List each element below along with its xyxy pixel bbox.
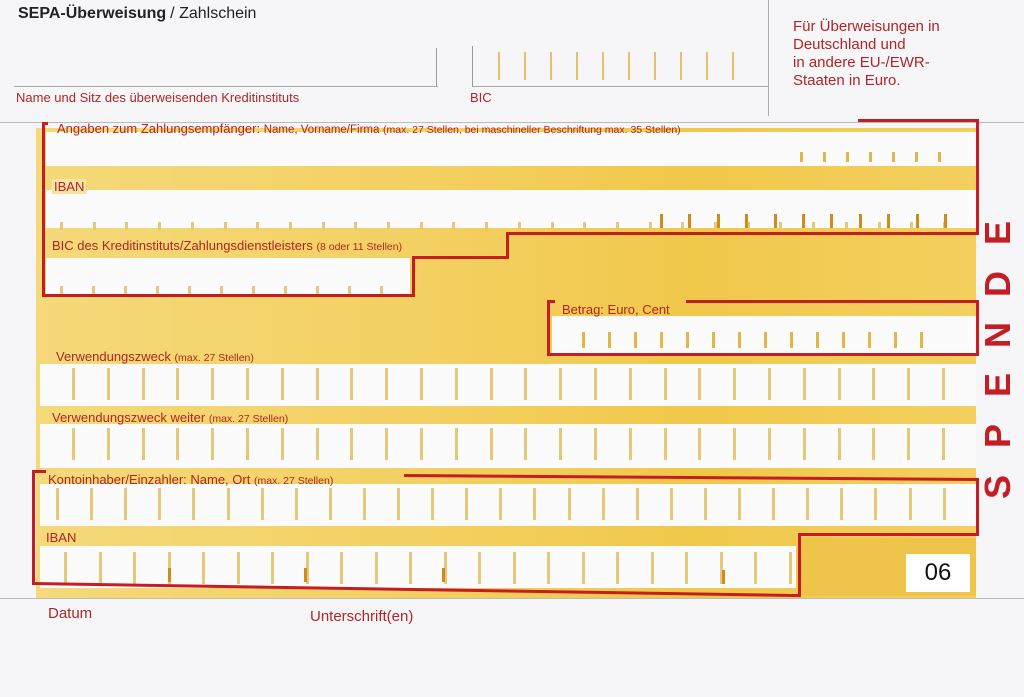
tick-mark: [664, 428, 667, 460]
tick-mark: [681, 222, 684, 230]
amount-frame-left: [547, 300, 550, 356]
tick-mark: [289, 222, 292, 230]
recipient-frame-top-right: [858, 119, 978, 122]
recipient-frame-bottom: [42, 294, 415, 297]
payer-frame-step-top: [798, 533, 979, 536]
tick-mark: [878, 222, 881, 230]
tick-mark: [698, 368, 701, 400]
tick-mark: [872, 428, 875, 460]
payer-iban-label: IBAN: [46, 530, 77, 545]
tick-mark: [60, 222, 63, 230]
tick-mark: [192, 488, 195, 520]
eu-note-line: Deutschland und: [793, 36, 906, 53]
tick-mark: [363, 488, 366, 520]
tick-mark: [92, 286, 95, 294]
tick-mark: [636, 488, 639, 520]
tick-mark: [156, 286, 159, 294]
tick-mark: [485, 222, 488, 230]
tick-mark: [348, 286, 351, 294]
spende-side-text: [974, 215, 1022, 505]
tick-mark: [316, 428, 319, 460]
tick-mark: [142, 368, 145, 400]
recipient-bic-input[interactable]: [46, 258, 410, 294]
tick-mark: [90, 488, 93, 520]
bic-label: BIC: [470, 90, 492, 105]
tick-mark: [800, 152, 803, 162]
tick-mark: [733, 368, 736, 400]
tick-mark: [910, 222, 913, 230]
spende-letter: N: [977, 321, 1018, 348]
tick-mark: [840, 488, 843, 520]
tick-mark: [452, 222, 455, 230]
recipient-frame-step-vertical: [506, 232, 509, 258]
amount-frame-bottom: [547, 353, 979, 356]
tick-mark: [772, 488, 775, 520]
tick-mark: [602, 488, 605, 520]
tick-mark: [651, 552, 654, 584]
amount-frame-top-left: [547, 300, 555, 303]
tick-mark: [704, 488, 707, 520]
tick-mark: [764, 332, 767, 348]
payer-iban-input[interactable]: [40, 546, 796, 588]
tick-mark: [869, 152, 872, 162]
tick-mark: [838, 368, 841, 400]
recipient-frame-left: [42, 122, 45, 296]
purpose-label: [56, 349, 254, 364]
bic-tick-mark: [654, 52, 656, 80]
tick-mark: [340, 552, 343, 584]
tick-mark: [907, 428, 910, 460]
recipient-iban-label: IBAN: [54, 179, 85, 194]
bic-tick-mark: [550, 52, 552, 80]
tick-mark: [790, 332, 793, 348]
eu-note-line: Für Überweisungen in: [793, 18, 940, 35]
recipient-frame-step-mid: [412, 256, 509, 259]
tick-mark: [465, 488, 468, 520]
tick-mark: [909, 488, 912, 520]
bic-tick-mark: [498, 52, 500, 80]
tick-mark: [316, 286, 319, 294]
tick-mark: [629, 428, 632, 460]
spende-letter: D: [977, 270, 1018, 297]
tick-mark: [220, 286, 223, 294]
payer-frame-top-left: [32, 470, 46, 473]
tick-mark: [568, 488, 571, 520]
tick-mark: [838, 428, 841, 460]
tick-mark: [774, 214, 777, 228]
tick-mark: [733, 428, 736, 460]
tick-mark: [188, 286, 191, 294]
recipient-bic-label: [52, 238, 402, 253]
purpose2-label-hint: (max. 27 Stellen): [208, 413, 289, 425]
tick-mark: [803, 428, 806, 460]
tick-mark: [938, 152, 941, 162]
recipient-frame-step-top: [506, 232, 979, 235]
recipient-bic-label-main: BIC des Kreditinstituts/Zahlungsdienstleisters: [52, 238, 313, 253]
tick-mark: [686, 332, 689, 348]
tick-mark: [670, 488, 673, 520]
bic-tick-mark: [680, 52, 682, 80]
tick-mark: [442, 568, 445, 582]
tick-mark: [754, 552, 757, 584]
spende-letter: S: [976, 474, 1018, 499]
purpose-input[interactable]: [40, 364, 976, 406]
tick-mark: [107, 428, 110, 460]
tick-mark: [142, 428, 145, 460]
form-code-box: 06: [906, 554, 970, 592]
tick-mark: [56, 488, 59, 520]
tick-mark: [594, 368, 597, 400]
tick-mark: [158, 488, 161, 520]
tick-mark: [124, 286, 127, 294]
tick-mark: [816, 332, 819, 348]
purpose-label-hint: (max. 27 Stellen): [174, 352, 254, 364]
tick-mark: [664, 368, 667, 400]
tick-mark: [583, 222, 586, 230]
payer-name-input[interactable]: [40, 484, 976, 526]
tick-mark: [518, 222, 521, 230]
bank-field-baseline: [14, 86, 438, 87]
tick-mark: [455, 428, 458, 460]
date-label: Datum: [48, 605, 93, 622]
bic-field-right: [768, 0, 769, 116]
tick-mark: [431, 488, 434, 520]
tick-mark: [60, 286, 63, 294]
eu-note-line: Staaten in Euro.: [793, 72, 901, 89]
bank-field-divider: [436, 48, 437, 86]
tick-mark: [124, 488, 127, 520]
tick-mark: [211, 428, 214, 460]
tick-mark: [211, 368, 214, 400]
tick-mark: [72, 368, 75, 400]
tick-mark: [455, 368, 458, 400]
tick-mark: [158, 222, 161, 230]
tick-mark: [916, 214, 919, 228]
eu-note-line: in andere EU-/EWR-: [793, 54, 930, 71]
form-title-rest: / Zahlschein: [170, 5, 257, 22]
tick-mark: [789, 552, 792, 584]
tick-mark: [872, 368, 875, 400]
tick-mark: [125, 222, 128, 230]
payer-label-hint: (max. 27 Stellen): [253, 475, 334, 487]
tick-mark: [271, 552, 274, 584]
tick-mark: [478, 552, 481, 584]
recipient-bic-label-hint: (8 oder 11 Stellen): [316, 241, 403, 253]
amount-frame-top-right: [686, 300, 979, 303]
tick-mark: [387, 222, 390, 230]
tick-mark: [892, 152, 895, 162]
bic-tick-mark: [732, 52, 734, 80]
tick-mark: [322, 222, 325, 230]
tick-mark: [915, 152, 918, 162]
purpose2-label: [52, 410, 288, 425]
tick-mark: [859, 214, 862, 228]
tick-mark: [608, 332, 611, 348]
amount-label: Betrag: Euro, Cent: [562, 302, 670, 317]
tick-mark: [513, 552, 516, 584]
tick-mark: [64, 552, 67, 584]
tick-mark: [738, 332, 741, 348]
recipient-label: [57, 121, 681, 136]
tick-mark: [712, 332, 715, 348]
tick-mark: [698, 428, 701, 460]
tick-mark: [490, 368, 493, 400]
bic-tick-mark: [706, 52, 708, 80]
tick-mark: [168, 568, 171, 582]
tick-mark: [246, 428, 249, 460]
tick-mark: [354, 222, 357, 230]
bic-tick-mark: [524, 52, 526, 80]
tick-mark: [920, 332, 923, 348]
tick-mark: [842, 332, 845, 348]
tick-mark: [688, 214, 691, 228]
tick-mark: [252, 286, 255, 294]
tick-mark: [385, 428, 388, 460]
tick-mark: [409, 552, 412, 584]
recipient-iban-input[interactable]: [46, 190, 976, 228]
payer-frame-left: [32, 470, 35, 584]
tick-mark: [551, 222, 554, 230]
tick-mark: [768, 428, 771, 460]
tick-mark: [942, 368, 945, 400]
spende-letter: E: [976, 373, 1018, 398]
tick-mark: [685, 552, 688, 584]
tick-mark: [329, 488, 332, 520]
payer-label-main: Kontoinhaber/Einzahler: Name, Ort: [48, 472, 251, 487]
recipient-frame-step-lower: [412, 256, 415, 296]
tick-mark: [907, 368, 910, 400]
tick-mark: [99, 552, 102, 584]
tick-mark: [224, 222, 227, 230]
bank-name-label: Name und Sitz des überweisenden Kreditinstituts: [16, 90, 300, 105]
signature-area[interactable]: [36, 626, 756, 686]
recipient-frame-top-left: [42, 122, 48, 125]
tick-mark: [894, 332, 897, 348]
tick-mark: [420, 368, 423, 400]
payer-label: [48, 472, 333, 487]
tick-mark: [745, 214, 748, 228]
tick-mark: [616, 222, 619, 230]
tick-mark: [176, 428, 179, 460]
tick-mark: [420, 428, 423, 460]
tick-mark: [768, 368, 771, 400]
tick-mark: [246, 368, 249, 400]
tick-mark: [499, 488, 502, 520]
tick-mark: [943, 488, 946, 520]
recipient-label-main: Angaben zum Zahlungsempfänger:: [57, 121, 261, 136]
tick-mark: [812, 222, 815, 230]
tick-mark: [281, 368, 284, 400]
tick-mark: [490, 428, 493, 460]
tick-mark: [830, 214, 833, 228]
tick-mark: [582, 552, 585, 584]
tick-mark: [176, 368, 179, 400]
tick-mark: [582, 332, 585, 348]
tick-mark: [547, 552, 550, 584]
tick-mark: [191, 222, 194, 230]
tick-mark: [559, 368, 562, 400]
tick-mark: [806, 488, 809, 520]
spende-letter: P: [976, 424, 1018, 449]
signature-label: Unterschrift(en): [310, 608, 414, 625]
bic-tick-mark: [576, 52, 578, 80]
tick-mark: [803, 368, 806, 400]
tick-mark: [944, 214, 947, 228]
tick-mark: [868, 332, 871, 348]
tick-mark: [350, 368, 353, 400]
tick-mark: [304, 568, 307, 582]
tick-mark: [779, 222, 782, 230]
tick-mark: [107, 368, 110, 400]
tick-mark: [256, 222, 259, 230]
tick-mark: [380, 286, 383, 294]
form-title: [18, 5, 256, 23]
form-title-bold: SEPA-Überweisung: [18, 5, 167, 22]
tick-mark: [634, 332, 637, 348]
tick-mark: [823, 152, 826, 162]
tick-mark: [237, 552, 240, 584]
tick-mark: [295, 488, 298, 520]
tick-mark: [717, 214, 720, 228]
tick-mark: [72, 428, 75, 460]
eu-note: [793, 18, 940, 90]
spende-letter: E: [976, 220, 1018, 246]
tick-mark: [227, 488, 230, 520]
tick-mark: [375, 552, 378, 584]
tick-mark: [942, 428, 945, 460]
tick-mark: [845, 222, 848, 230]
tick-mark: [629, 368, 632, 400]
bic-field-baseline: [472, 86, 768, 87]
tick-mark: [846, 152, 849, 162]
tick-mark: [738, 488, 741, 520]
tick-mark: [281, 428, 284, 460]
tick-mark: [660, 332, 663, 348]
recipient-label-hint: Name, Vorname/Firma: [263, 124, 380, 136]
recipient-name-input[interactable]: [46, 132, 976, 166]
payer-frame-step-vertical: [798, 533, 801, 595]
tick-mark: [533, 488, 536, 520]
tick-mark: [133, 552, 136, 584]
tick-mark: [202, 552, 205, 584]
bic-field-left: [472, 46, 473, 86]
bic-tick-mark: [602, 52, 604, 80]
tick-mark: [316, 368, 319, 400]
tick-mark: [594, 428, 597, 460]
tick-mark: [261, 488, 264, 520]
tick-mark: [722, 570, 725, 584]
tick-mark: [524, 368, 527, 400]
tick-mark: [284, 286, 287, 294]
tick-mark: [874, 488, 877, 520]
tick-mark: [397, 488, 400, 520]
tick-mark: [660, 214, 663, 228]
bic-tick-mark: [628, 52, 630, 80]
purpose-label-main: Verwendungszweck: [56, 349, 171, 364]
purpose2-label-main: Verwendungszweck weiter: [52, 410, 206, 425]
tick-mark: [887, 214, 890, 228]
tick-mark: [420, 222, 423, 230]
tick-mark: [385, 368, 388, 400]
tick-mark: [93, 222, 96, 230]
purpose2-input[interactable]: [40, 424, 976, 468]
tick-mark: [649, 222, 652, 230]
recipient-label-hint-small: (max. 27 Stellen, bei maschineller Beschriftung max. 35 Stellen): [383, 124, 681, 136]
tick-mark: [524, 428, 527, 460]
tick-mark: [350, 428, 353, 460]
tick-mark: [802, 214, 805, 228]
tick-mark: [616, 552, 619, 584]
tick-mark: [559, 428, 562, 460]
footer-separator: [0, 598, 1024, 599]
